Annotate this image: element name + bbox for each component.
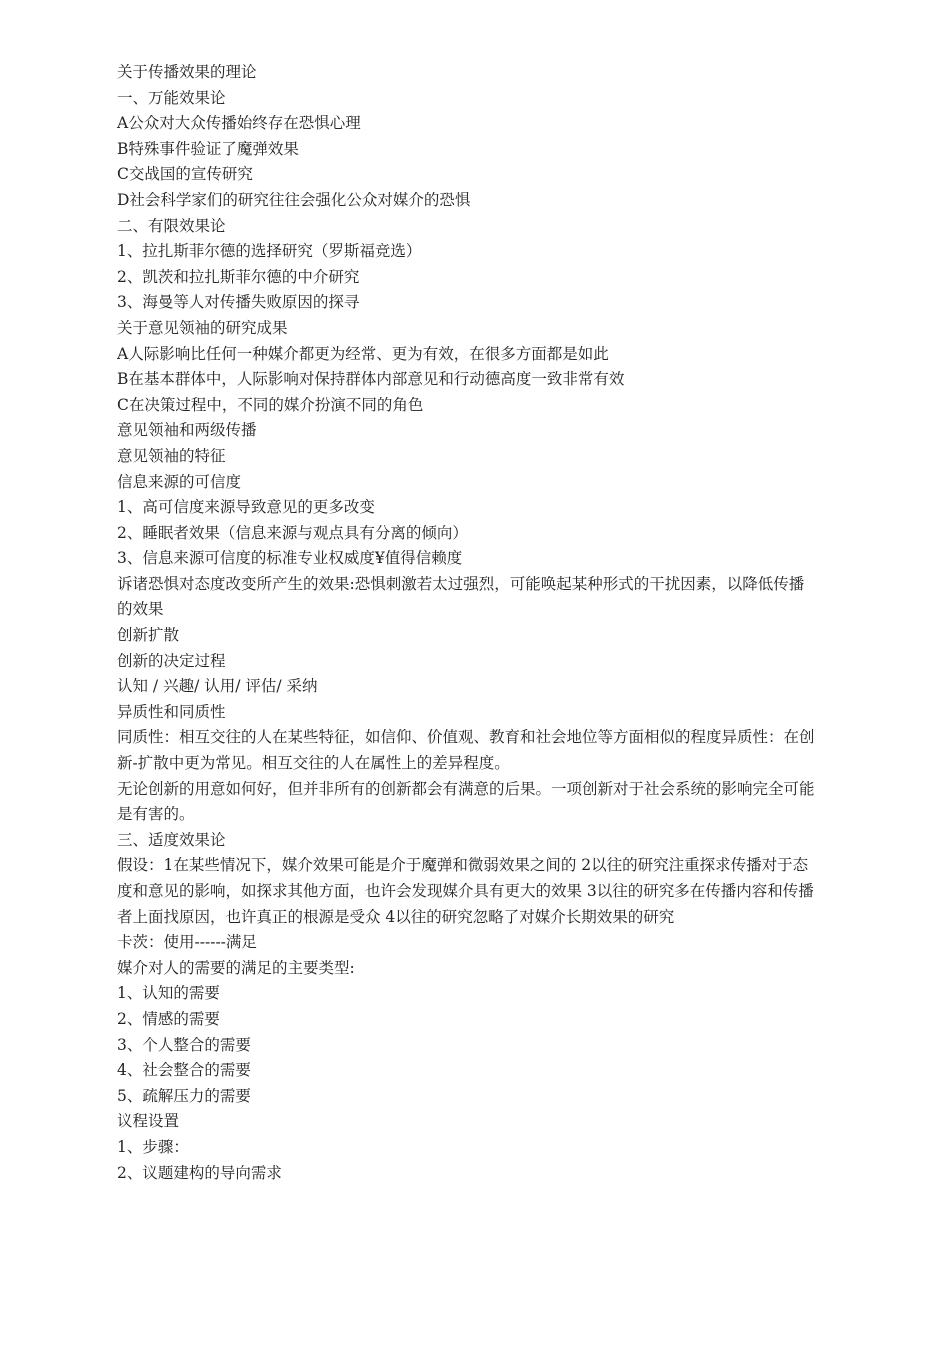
section-heading: 三、适度效果论 — [117, 830, 226, 849]
subsection-heading: 议程设置 — [117, 1112, 180, 1131]
text-line: 3、信息来源可信度的标准专业权威度¥值得信赖度 — [117, 549, 463, 568]
text-line: 1、认知的需要 — [117, 984, 220, 1003]
document-body — [117, 60, 817, 1186]
document-title: 关于传播效果的理论 — [117, 63, 257, 81]
subsection-heading: 关于意见领袖的研究成果 — [117, 318, 288, 337]
text-paragraph: 无论创新的用意如何好，但并非所有的创新都会有满意的后果。一项创新对于社会系统的影响完全可能是有害的。 — [117, 779, 815, 824]
text-line: D社会科学家们的研究往往会强化公众对媒介的恐惧 — [117, 190, 471, 209]
text-line: 5、疏解压力的需要 — [117, 1086, 251, 1105]
text-line: C交战国的宣传研究 — [117, 165, 253, 184]
text-paragraph: 假设：1在某些情况下，媒介效果可能是介于魔弹和微弱效果之间的 2以往的研究注重探求传播对于态度和意见的影响，如探求其他方面，也许会发现媒介具有更大的效果 3以往的研究多在传播内容和传播者上面找原因，也许真正的根源是受众 4以往的研究忽略了对媒介长期效果的研究 — [117, 856, 814, 926]
text-line: 2、议题建构的导向需求 — [117, 1163, 282, 1182]
text-line: B在基本群体中，人际影响对保持群体内部意见和行动德高度一致非常有效 — [117, 370, 625, 389]
subsection-heading: 意见领袖和两级传播 — [117, 421, 257, 440]
text-line: 1、高可信度来源导致意见的更多改变 — [117, 498, 375, 517]
text-line: 2、情感的需要 — [117, 1009, 220, 1028]
text-line: 4、社会整合的需要 — [117, 1061, 251, 1080]
subsection-heading: 创新扩散 — [117, 626, 180, 645]
subsection-heading: 创新的决定过程 — [117, 651, 226, 670]
section-heading: 二、有限效果论 — [117, 216, 226, 235]
text-line: C在决策过程中，不同的媒介扮演不同的角色 — [117, 395, 424, 414]
text-line: B特殊事件验证了魔弹效果 — [117, 139, 299, 158]
text-paragraph: 同质性：相互交往的人在某些特征，如信仰、价值观、教育和社会地位等方面相似的程度异质性：在创新-扩散中更为常见。相互交往的人在属性上的差异程度。 — [117, 728, 815, 773]
text-line: 2、凯茨和拉扎斯菲尔德的中介研究 — [117, 267, 360, 286]
text-line: 1、拉扎斯菲尔德的选择研究（罗斯福竞选） — [117, 242, 422, 261]
text-line: A公众对大众传播始终存在恐惧心理 — [117, 114, 361, 133]
subsection-heading: 异质性和同质性 — [117, 702, 226, 721]
section-heading: 一、万能效果论 — [117, 88, 226, 107]
text-line: A人际影响比任何一种媒介都更为经常、更为有效，在很多方面都是如此 — [117, 344, 609, 363]
text-line: 1、步骤： — [117, 1137, 189, 1156]
text-line: 卡茨：使用------满足 — [117, 933, 257, 952]
text-line: 3、个人整合的需要 — [117, 1035, 251, 1054]
subsection-heading: 意见领袖的特征 — [117, 446, 226, 465]
text-line: 2、睡眠者效果（信息来源与观点具有分离的倾向） — [117, 523, 468, 542]
text-line: 3、海曼等人对传播失败原因的探寻 — [117, 293, 360, 312]
text-line: 认知 / 兴趣/ 认用/ 评估/ 采纳 — [117, 677, 318, 696]
subsection-heading: 信息来源的可信度 — [117, 472, 242, 491]
text-line: 媒介对人的需要的满足的主要类型: — [117, 958, 355, 977]
text-paragraph: 诉诸恐惧对态度改变所产生的效果:恐惧刺激若太过强烈，可能唤起某种形式的干扰因素，以降低传播的效果 — [117, 574, 805, 619]
